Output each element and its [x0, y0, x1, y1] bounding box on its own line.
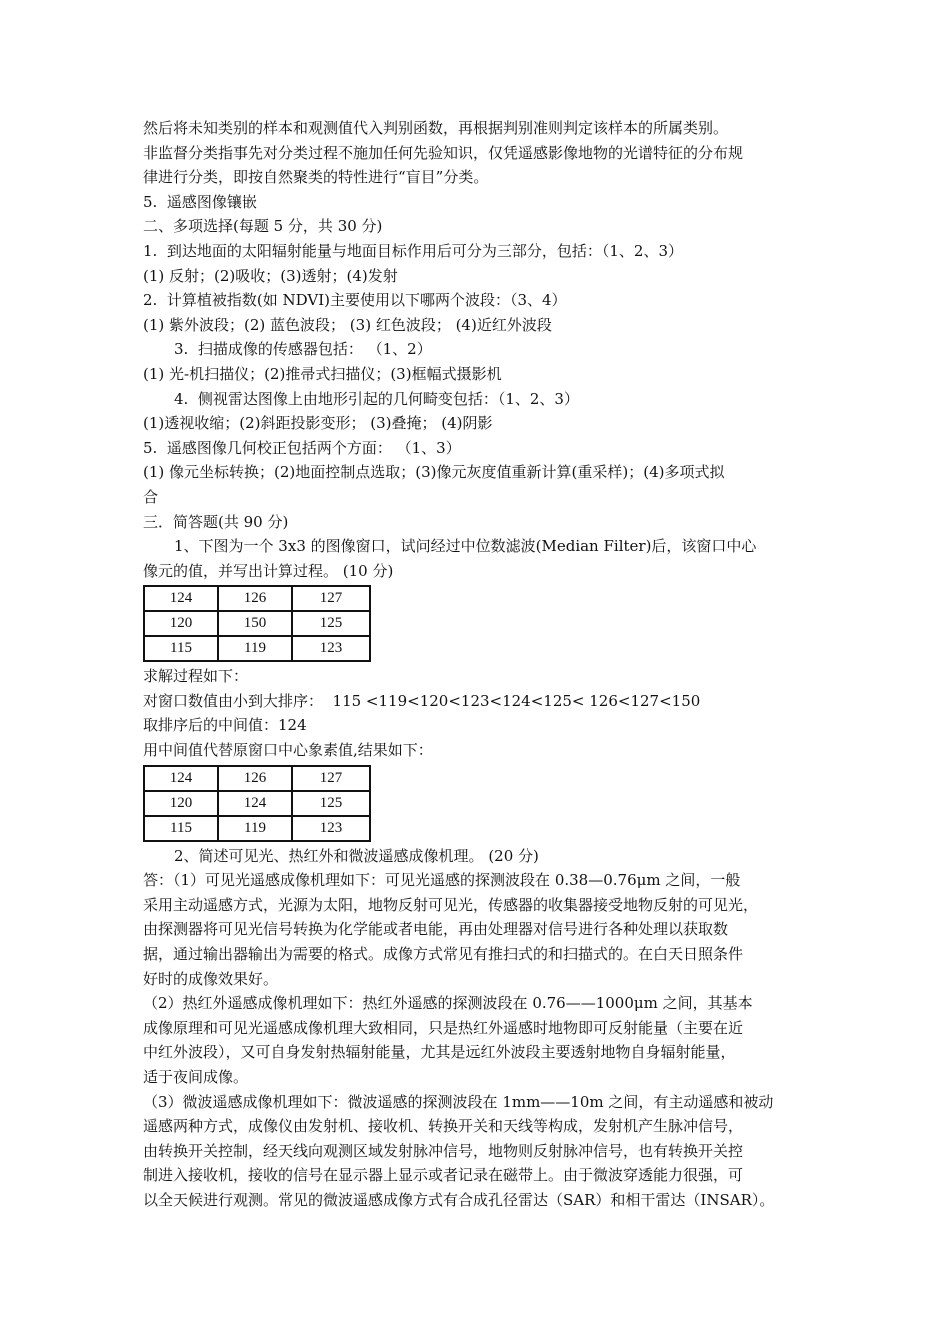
- section-b: [143, 664, 823, 762]
- text-line: 对窗口数值由小到大排序： 115 <119<120<123<124<125< 126<127<150: [143, 691, 701, 710]
- table-cell: 115: [144, 636, 218, 661]
- table-cell: 124: [218, 791, 292, 816]
- table-cell: 125: [292, 791, 370, 816]
- text-line: 求解过程如下：: [143, 667, 249, 686]
- answer-line: 中红外波段），又可自身发射热辐射能量，尤其是远红外波段主要透射地物自身辐射能量，: [143, 1043, 736, 1062]
- table-cell: 124: [144, 766, 218, 791]
- section-a: [143, 116, 823, 583]
- options: (1) 紫外波段；(2) 蓝色波段； (3) 红色波段； (4)近红外波段: [143, 315, 552, 334]
- document-page: [143, 116, 823, 1213]
- answer-line: 采用主动遥感方式，光源为太阳，地物反射可见光，传感器的收集器接受地物反射的可见光，: [143, 895, 759, 914]
- table-cell: 150: [218, 611, 292, 636]
- text-line: 5. 遥感图像镶嵌: [143, 192, 257, 211]
- options: (1)透视收缩；(2)斜距投影变形； (3)叠掩； (4)阴影: [143, 414, 493, 433]
- answer-line: 据，通过输出器输出为需要的格式。成像方式常见有推扫式的和扫描式的。在白天日照条件: [143, 945, 744, 964]
- question: 1、下图为一个 3x3 的图像窗口，试问经过中位数滤波(Median Filter)后，该窗口中心: [174, 537, 757, 556]
- table-row: [144, 816, 370, 841]
- answer-line: （3）微波遥感成像机理如下：微波遥感的探测波段在 1mm——10m 之间，有主动遥感和被动: [143, 1092, 774, 1111]
- table-cell: 119: [218, 816, 292, 841]
- section-c: [143, 844, 823, 1213]
- question: 5. 遥感图像几何校正包括两个方面： （1、3）: [143, 438, 461, 457]
- table-cell: 126: [218, 766, 292, 791]
- table-cell: 123: [292, 636, 370, 661]
- table-cell: 127: [292, 766, 370, 791]
- answer-line: 制进入接收机，接收的信号在显示器上显示或者记录在磁带上。由于微波穿透能力很强，可: [143, 1166, 744, 1185]
- question: 3. 扫描成像的传感器包括： （1、2）: [174, 340, 432, 359]
- table-cell: 125: [292, 611, 370, 636]
- answer-line: 答：（1）可见光遥感成像机理如下：可见光遥感的探测波段在 0.38—0.76μm 之间，一般: [143, 871, 741, 890]
- answer-line: （2）热红外遥感成像机理如下：热红外遥感的探测波段在 0.76——1000μm 之间，其基本: [143, 994, 753, 1013]
- table-cell: 120: [144, 611, 218, 636]
- table-cell: 115: [144, 816, 218, 841]
- table-row: [144, 586, 370, 611]
- answer-line: 以全天候进行观测。常见的微波遥感成像方式有合成孔径雷达（SAR）和相干雷达（INSAR）。: [143, 1190, 775, 1209]
- table-cell: 123: [292, 816, 370, 841]
- text-line: 用中间值代替原窗口中心象素值,结果如下：: [143, 741, 433, 760]
- question: 2. 计算植被指数(如 NDVI)主要使用以下哪两个波段：（3、4）: [143, 291, 567, 310]
- image-window-table-original: [143, 585, 371, 662]
- answer-line: 由探测器将可见光信号转换为化学能或者电能，再由处理器对信号进行各种处理以获取数: [143, 920, 729, 939]
- table-cell: 119: [218, 636, 292, 661]
- table-row: [144, 766, 370, 791]
- answer-line: 适于夜间成像。: [143, 1068, 249, 1086]
- section-heading: 三．简答题(共 90 分): [143, 512, 289, 531]
- options: (1) 像元坐标转换；(2)地面控制点选取；(3)像元灰度值重新计算(重采样)；(4)多项式拟: [143, 463, 725, 482]
- text-line: 然后将未知类别的样本和观测值代入判别函数，再根据判别准则判定该样本的所属类别。: [143, 119, 729, 137]
- table-row: [144, 611, 370, 636]
- question: 1. 到达地面的太阳辐射能量与地面目标作用后可分为三部分，包括：（1、2、3）: [143, 241, 683, 260]
- table-row: [144, 636, 370, 661]
- options: 合: [143, 487, 159, 506]
- table-cell: 124: [144, 586, 218, 611]
- question: 2、简述可见光、热红外和微波遥感成像机理。 (20 分): [174, 846, 539, 865]
- text-line: 律进行分类，即按自然聚类的特性进行“盲目”分类。: [143, 168, 489, 187]
- table-cell: 126: [218, 586, 292, 611]
- table-row: [144, 791, 370, 816]
- text-line: 非监督分类指事先对分类过程不施加任何先验知识，仅凭遥感影像地物的光谱特征的分布规: [143, 143, 744, 162]
- answer-line: 好时的成像效果好。: [143, 969, 279, 988]
- text-line: 取排序后的中间值：124: [143, 716, 307, 735]
- answer-line: 由转换开关控制，经天线向观测区域发射脉冲信号，地物则反射脉冲信号，也有转换开关控: [143, 1141, 744, 1160]
- section-heading: 二、多项选择(每题 5 分，共 30 分): [143, 217, 383, 236]
- answer-line: 遥感两种方式，成像仪由发射机、接收机、转换开关和天线等构成，发射机产生脉冲信号，: [143, 1117, 744, 1136]
- question: 像元的值，并写出计算过程。 (10 分): [143, 561, 394, 580]
- image-window-table-filtered: [143, 765, 371, 842]
- answer-line: 成像原理和可见光遥感成像机理大致相同，只是热红外遥感时地物即可反射能量（主要在近: [143, 1018, 744, 1037]
- question: 4. 侧视雷达图像上由地形引起的几何畸变包括：（1、2、3）: [174, 389, 579, 408]
- options: (1) 反射；(2)吸收；(3)透射；(4)发射: [143, 266, 398, 285]
- table-cell: 127: [292, 586, 370, 611]
- options: (1) 光-机扫描仪；(2)推帚式扫描仪；(3)框幅式摄影机: [143, 364, 502, 383]
- table-cell: 120: [144, 791, 218, 816]
